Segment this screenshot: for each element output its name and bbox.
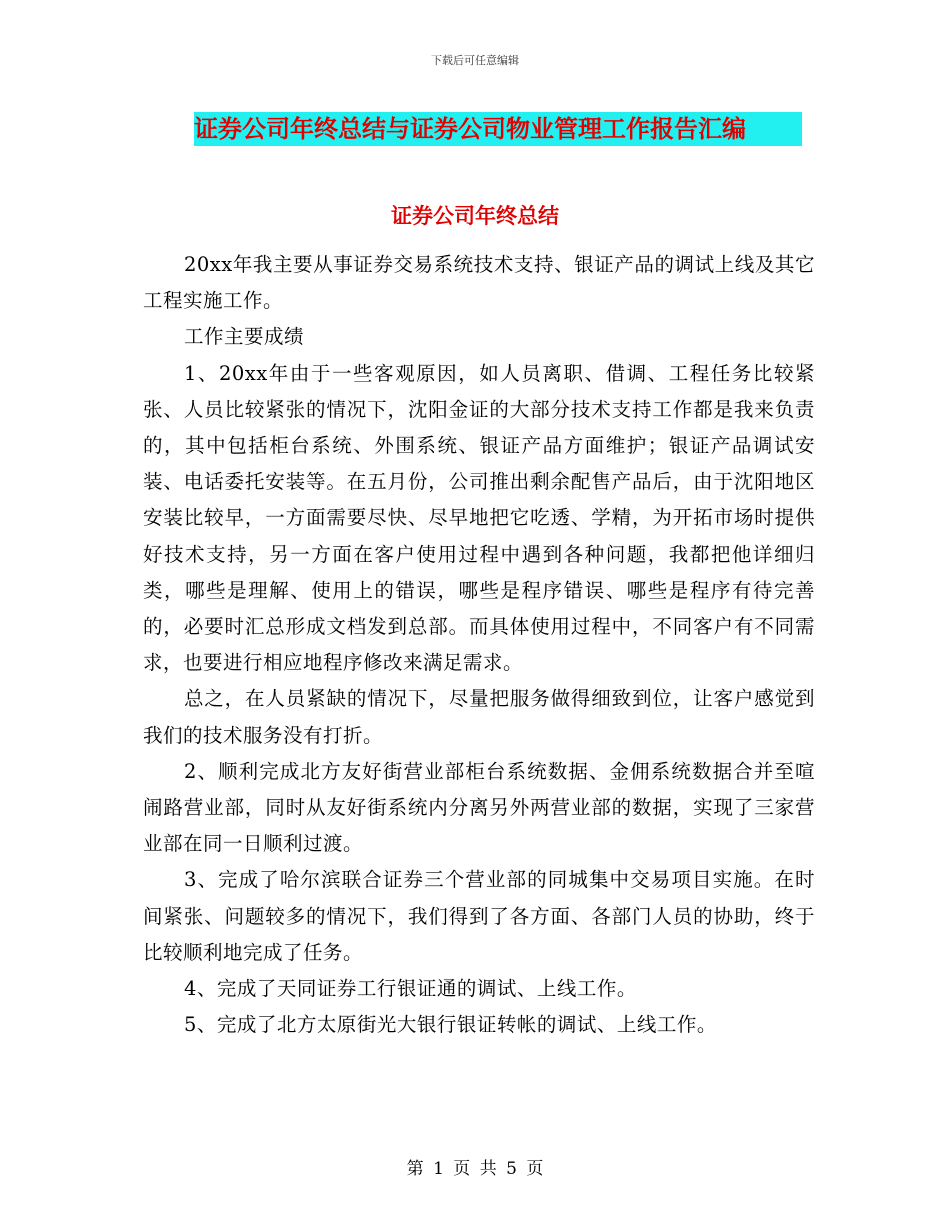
page-header-note: 下载后可任意编辑 [431,54,519,67]
section-title: 证券公司年终总结 [391,204,559,228]
paragraph-intro: 20xx年我主要从事证券交易系统技术支持、银证产品的调试上线及其它工程实施工作。 [143,253,815,313]
paragraph-item-2: 2、顺利完成北方友好街营业部柜台系统数据、金佣系统数据合并至喧闹路营业部，同时从友好街系统内分离另外两营业部的数据，实现了三家营业部在同一日顺利过渡。 [143,759,815,856]
document-title: 证券公司年终总结与证券公司物业管理工作报告汇编 [194,112,802,146]
body-text [143,247,815,1043]
paragraph-item-3: 3、完成了哈尔滨联合证券三个营业部的同城集中交易项目实施。在时间紧张、问题较多的情况下，我们得到了各方面、各部门人员的协助，终于比较顺利地完成了任务。 [143,868,815,964]
paragraph-item-1: 1、20xx年由于一些客观原因，如人员离职、借调、工程任务比较紧张、人员比较紧张的情况下，沈阳金证的大部分技术支持工作都是我来负责的，其中包括柜台系统、外围系统、银证产品方面维护；银证产品调试安装、电话委托安装等。在五月份，公司推出剩余配售产品后，由于沈阳地区安装比较早，一方面需要尽快、尽早地把它吃透、学精，为开拓市场时提供好技术支持，另一方面在客户使用过程中遇到各种问题，我都把他详细归类，哪些是理解、使用上的错误，哪些是程序错误、哪些是程序有待完善的，必要时汇总形成文档发到总部。而具体使用过程中，不同客户有不同需求，也要进行相应地程序修改来满足需求。 [143,361,815,675]
page-number: 第 1 页 共 5 页 [406,1159,544,1179]
paragraph-summary: 总之，在人员紧缺的情况下，尽量把服务做得细致到位，让客户感觉到我们的技术服务没有打折。 [143,687,815,747]
paragraph-item-4: 4、完成了天同证券工行银证通的调试、上线工作。 [183,977,637,1001]
paragraph-item-5: 5、完成了北方太原街光大银行银证转帐的调试、上线工作。 [183,1013,717,1037]
paragraph-heading: 工作主要成绩 [183,325,304,349]
